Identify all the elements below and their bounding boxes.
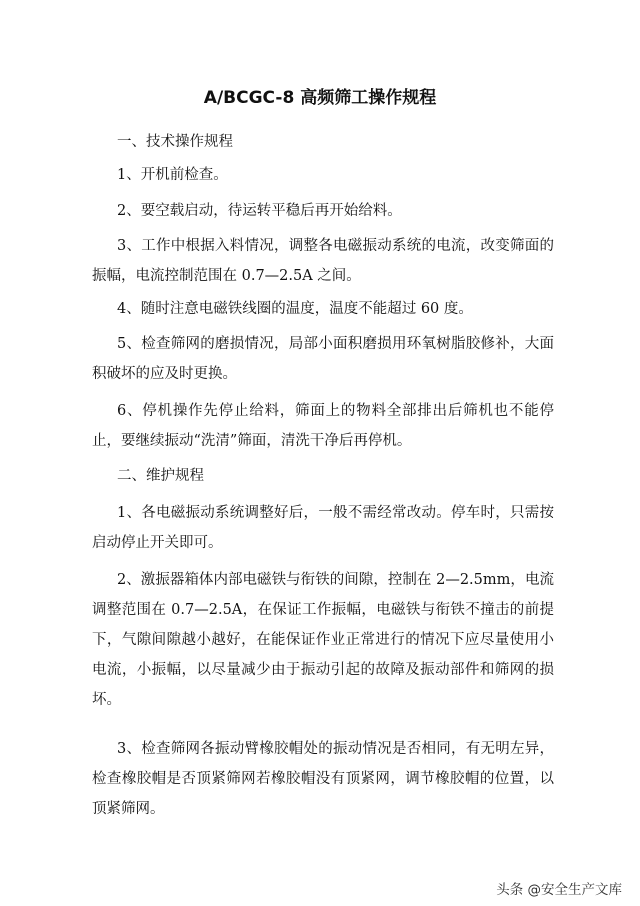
document-title: A/BCGC-8 高频筛工操作规程: [203, 88, 437, 108]
paragraph-item: 2、要空载启动，待运转平稳后再开始给料。: [117, 203, 402, 219]
paragraph-item: 1、各电磁振动系统调整好后，一般不需经常改动。停车时，只需按启动停止开关即可。: [92, 505, 554, 551]
paragraph-item: 4、随时注意电磁铁线圈的温度，温度不能超过 60 度。: [117, 301, 473, 317]
section-heading-technical: 一、技术操作规程: [117, 134, 233, 150]
paragraph-item: 6、停机操作先停止给料，筛面上的物料全部排出后筛机也不能停止，要继续振动“洗清”筛面，清洗干净后再停机。: [92, 403, 554, 449]
paragraph-item: 3、检查筛网各振动臂橡胶帽处的振动情况是否相同，有无明左异，检查橡胶帽是否顶紧筛网若橡胶帽没有顶紧网，调节橡胶帽的位置，以顶紧筛网。: [92, 741, 554, 817]
watermark-text: 头条 @安全生产文库: [496, 882, 622, 898]
paragraph-item: 5、检查筛网的磨损情况，局部小面积磨损用环氧树脂胶修补，大面积破坏的应及时更换。: [92, 336, 554, 382]
paragraph-item: 1、开机前检查。: [117, 167, 228, 183]
paragraph-item: 2、激振器箱体内部电磁铁与衔铁的间隙，控制在 2—2.5mm，电流调整范围在 0.7—2.5A，在保证工作振幅，电磁铁与衔铁不撞击的前提下，气隙间隙越小越好，在能保证作业正常进行的情况下应尽量使用小电流，小振幅，以尽量减少由于振动引起的故障及振动部件和筛网的损坏。: [92, 572, 554, 708]
section-heading-maintenance: 二、维护规程: [117, 468, 204, 484]
paragraph-item: 3、工作中根据入料情况，调整各电磁振动系统的电流，改变筛面的振幅，电流控制范围在 0.7—2.5A 之间。: [92, 238, 554, 284]
